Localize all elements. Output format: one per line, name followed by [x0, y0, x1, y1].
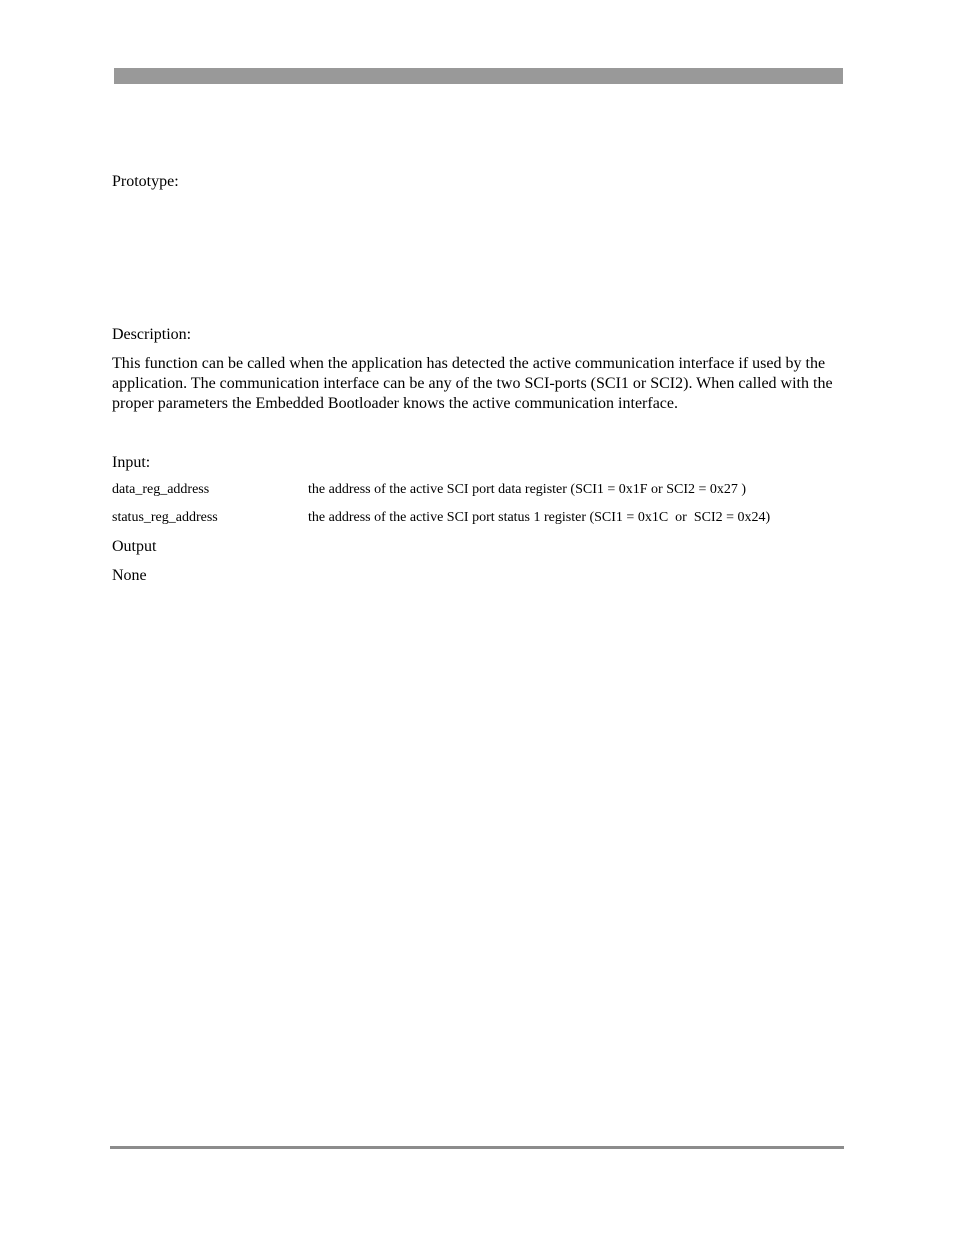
prototype-label: Prototype: — [112, 173, 179, 190]
description-text: This function can be called when the application has detected the active communication interface if used by the application. The communication interface can be any of the two SCI-ports (SCI1 or SCI2). When called with the proper parameters the Embedded Bootloader knows the active communication interface. — [112, 355, 833, 412]
output-label: Output — [112, 538, 157, 555]
input-label: Input: — [112, 454, 151, 471]
param-name-data-reg: data_reg_address — [112, 482, 210, 497]
param-desc-data-reg: the address of the active SCI port data register (SCI1 = 0x1F or SCI2 = 0x27 ) — [308, 482, 747, 497]
footer-rule — [110, 1146, 844, 1149]
header-bar — [114, 68, 843, 84]
description-label: Description: — [112, 326, 192, 343]
param-desc-status-reg: the address of the active SCI port status 1 register (SCI1 = 0x1C or SCI2 = 0x24) — [308, 510, 771, 525]
param-name-status-reg: status_reg_address — [112, 510, 218, 525]
output-value: None — [112, 567, 147, 584]
